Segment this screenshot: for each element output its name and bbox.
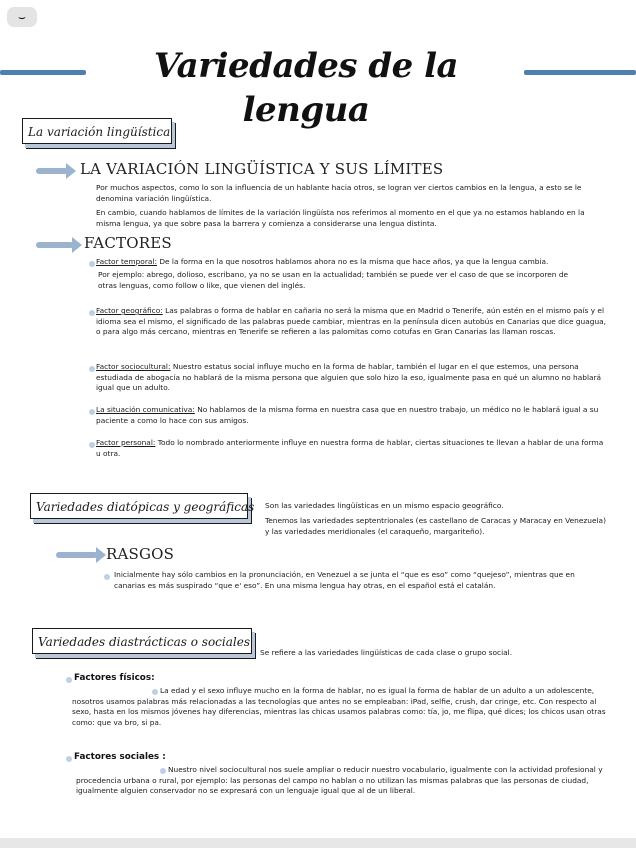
section-label-variacion: La variación lingüística [22, 118, 172, 144]
bullet-icon [89, 261, 95, 267]
arrow-right-icon [56, 552, 98, 558]
factor-label: Factor sociocultural: [96, 362, 171, 371]
title-rule-left [0, 70, 86, 75]
factor-geografico [96, 306, 608, 338]
factor-label: Factor temporal: [96, 257, 157, 266]
factor-label: Factor personal: [96, 438, 156, 447]
bullet-icon [89, 366, 95, 372]
paragraph-diatopicas-1: Son las variedades lingüísticas en un mismo espacio geográfico. [265, 501, 504, 510]
paragraph-factores-sociales: Nuestro nivel sociocultural nos suele ampliar o reducir nuestro vocabulario, igualmente con la actividad profesional y procedencia urbana o rural, por ejemplo: las personas del campo no hablan o no utilizan las mismas palabras que las personas de ciudad, igualmente alguien conservador no se expresará con un lenguaje igual que al de un liberal. [76, 765, 603, 796]
subheading-factores-fisicos: Factores físicos: [74, 673, 155, 683]
bullet-icon [66, 677, 72, 683]
factor-text: Todo lo nombrado anteriormente influye en nuestra forma de hablar, ciertas situaciones te llevan a hablar de una forma u otra. [96, 438, 604, 458]
factor-text: No hablamos de la misma forma en nuestra casa que en nuestro trabajo, un médico no le hablará igual a su paciente a como lo hace con sus amigos. [96, 405, 599, 425]
collapse-chevron-icon[interactable]: ⌣ [7, 7, 37, 27]
bullet-icon [104, 574, 110, 580]
bullet-icon [89, 310, 95, 316]
title-rule-right [524, 70, 636, 75]
heading-factores: FACTORES [84, 234, 172, 252]
paragraph-variacion-1: Por muchos aspectos, como lo son la influencia de un hablante hacia otros, se logran ver ciertos cambios en la lengua, a esto se le denomina variación lingüística. [96, 183, 582, 203]
paragraph-diatopicas-2: Tenemos las variedades septentrionales (es castellano de Caracas y Maracay en Venezuela) y las variedades meridionales (el caraqueño, margariteño). [265, 516, 606, 536]
factor-label: La situación comunicativa: [96, 405, 195, 414]
page-title: Variedades de la lengua [153, 46, 459, 130]
factor-text: De la forma en la que nosotros hablamos ahora no es la misma que hace años, ya que la lengua cambia. [159, 257, 549, 266]
factor-text: Las palabras o forma de hablar en cañaria no será la misma que en Madrid o Tenerife, aún estén en el mismo país y el idioma sea el mismo, el significado de las palabras puede cambiar, mientras en la península dicen autobús en Canarias que dice guagua, o para algo más cercano, mientras en Tenerife se refieren a las palomitas como cotufas en Gran Canarias las llaman roscas. [96, 306, 607, 337]
paragraph-variacion-2: En cambio, cuando hablamos de límites de la variación lingüísta nos referimos al momento en el que ya no estamos hablando en la misma lengua, ya que sobre pasa la barrera y comienza a considerarse una lengua distinta. [96, 208, 585, 228]
factor-temporal [96, 257, 608, 268]
arrow-right-icon [36, 168, 68, 174]
section-label-diastracticas: Variedades diastrácticas o sociales [32, 628, 252, 654]
heading-variacion-limites: LA VARIACIÓN LINGÜÍSTICA Y SUS LÍMITES [80, 160, 444, 178]
paragraph-factores-fisicos: La edad y el sexo influye mucho en la forma de hablar, no es igual la forma de hablar de un adulto a un adolescente, nosotros usamos palabras más relacionadas a las tecnologías que antes no se empleaban: iPad, selfie, crush, dar cringe, etc. Con respecto al sexo, hasta en los mismos jóvenes hay diferencias, mientras las chicas usamos palabras como: tía, jo, me flipa, qué dices; los chicos usan otras como: que va bro, si pa. [72, 686, 606, 727]
arrow-right-icon [36, 242, 74, 248]
bullet-icon [89, 442, 95, 448]
section-label-diatopicas: Variedades diatópicas y geográficas [30, 493, 248, 519]
paragraph-rasgos: Inicialmente hay sólo cambios en la pronunciación, en Venezuel a se junta el “que es eso” como “quejeso”, mientras que en canarias es más suspirado “que e' eso”. En una misma lengua hay otras, en el español está el catalán. [114, 570, 575, 590]
factor-temporal-example: Por ejemplo: abrego, dolioso, escribano, ya no se usan en la actualidad; también se puede ver el caso de que se incorporen de otras lenguas, como follow o like, que vienen del inglés. [98, 270, 569, 290]
factor-text: Nuestro estatus social influye mucho en la forma de hablar, también el lugar en el que estemos, una persona estudiada de abogacía no hablará de la misma persona que alguien que solo hizo la eso, igualmente pasa en qué un alumno no hablará igual que un adulto. [96, 362, 602, 393]
bullet-icon [66, 756, 72, 762]
factor-sociocultural [96, 362, 608, 394]
factor-situacion-comunicativa [96, 405, 608, 426]
bullet-icon [89, 409, 95, 415]
factor-label: Factor geográfico: [96, 306, 163, 315]
heading-rasgos: RASGOS [106, 545, 175, 563]
paragraph-diastracticas-intro: Se refiere a las variedades lingüísticas de cada clase o grupo social. [260, 648, 513, 657]
title-banner [0, 44, 636, 130]
subheading-factores-sociales: Factores sociales : [74, 752, 166, 762]
factor-personal [96, 438, 608, 459]
